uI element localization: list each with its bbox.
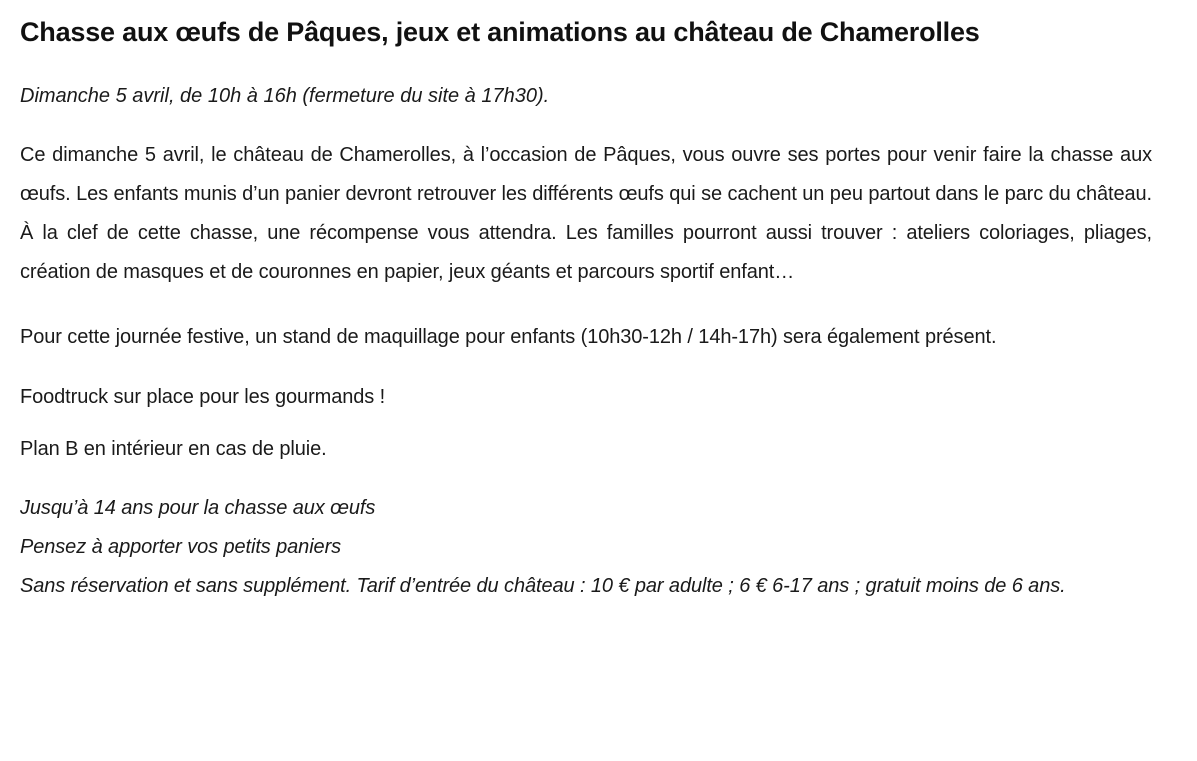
rain-plan-paragraph: Plan B en intérieur en cas de pluie. (20, 438, 327, 460)
foodtruck-paragraph: Foodtruck sur place pour les gourmands ! (20, 386, 386, 408)
makeup-stand-paragraph: Pour cette journée festive, un stand de maquillage pour enfants (10h30-12h / 14h-17h) sera également présent. (20, 326, 997, 348)
age-limit-line: Jusqu’à 14 ans pour la chasse aux œufs (20, 497, 376, 519)
practical-info (20, 489, 1152, 606)
event-date: Dimanche 5 avril, de 10h à 16h (fermeture du site à 17h30). (20, 85, 550, 107)
baskets-line: Pensez à apporter vos petits paniers (20, 536, 342, 558)
page-title: Chasse aux œufs de Pâques, jeux et animations au château de Chamerolles (20, 17, 980, 47)
pricing-line: Sans réservation et sans supplément. Tarif d’entrée du château : 10 € par adulte ; 6 € 6-17 ans ; gratuit moins de 6 ans. (20, 575, 1066, 597)
document-body (20, 10, 1152, 606)
description-paragraph: Ce dimanche 5 avril, le château de Chamerolles, à l’occasion de Pâques, vous ouvre ses portes pour venir faire la chasse aux œufs. Les enfants munis d’un panier devront retrouver les différents œufs qui se cachent un peu partout dans le parc du château. À la clef de cette chasse, une récompense vous attendra. Les familles pourront aussi trouver : ateliers coloriages, pliages, création de masques et de couronnes en papier, jeux géants et parcours sportif enfant… (20, 144, 1152, 283)
